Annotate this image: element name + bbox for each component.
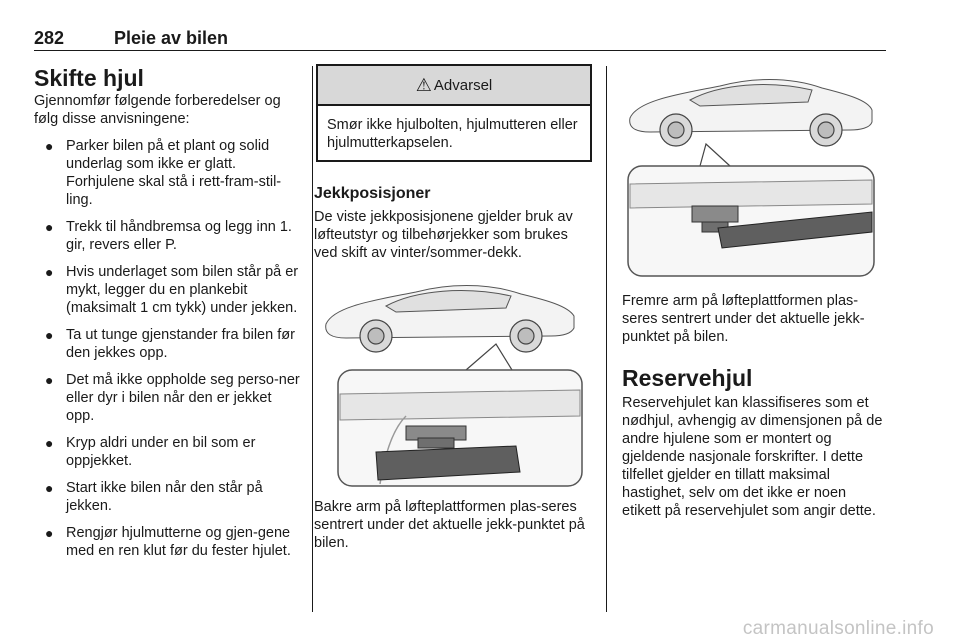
warning-header [318,66,590,106]
warning-title: Advarsel [433,76,493,94]
spare-wheel-text: Reservehjulet kan klassifiseres som et nødhjul, avhengig av dimensjonen på de andre hjulene som er montert og gjeldende nasjonale forskrifter. I dette tilfellet gjelder en tillatt maksimal hastighet, selv om det ikke er noen etikett på reservehjulet som angir dette. [622,395,883,519]
list-item: ● Hvis underlaget som bilen står på er mykt, legger du en plankebit (maksimalt 1 cm tykk) under jekken. [45,264,299,316]
bullet-icon: ● [45,435,54,451]
list-item: ● Trekk til håndbremsa og legg inn 1. gir, revers eller P. [45,219,292,253]
bullet-icon: ● [45,480,54,496]
jack-positions-text: De viste jekkposisjonene gjelder bruk av løfteutstyr og tilbehørjekker som brukes ved skift av vinter/sommer-dekk. [314,209,573,261]
heading-jack-positions: Jekkposisjoner [314,185,431,202]
warning-box [316,64,592,162]
column-divider-2 [606,66,607,612]
bullet-icon: ● [45,372,54,388]
heading-spare-wheel: Reservehjul [622,365,753,391]
instruction-list [34,137,302,560]
list-item: ● Ta ut tunge gjenstander fra bilen før den jekkes opp. [45,327,295,361]
list-item: ● Rengjør hjulmutterne og gjen-gene med en ren klut før du fester hjulet. [45,525,291,559]
rear-arm-caption: Bakre arm på løfteplattformen plas-seres sentrert under det aktuelle jekk-punktet på bilen. [314,499,585,551]
page-header [34,28,886,52]
watermark: carmanualsonline.info [742,618,934,639]
list-item: ● Start ikke bilen når den står på jekken. [45,480,263,514]
column-left [34,64,302,560]
list-item: ● Kryp aldri under en bil som er oppjekket. [45,435,256,469]
list-item: ● Parker bilen på et plant og solid underlag som ikke er glatt. Forhjulene skal stå i rett-fram-stil-ling. [45,138,282,208]
rear-arm-illustration [316,276,584,488]
warning-triangle-icon: ⚠ [415,74,432,95]
front-arm-illustration [622,72,890,278]
page-number: 282 [34,28,65,48]
warning-text: Smør ikke hjulbolten, hjulmutteren eller hjulmutterkapselen. [327,117,578,151]
header-rule [34,50,886,51]
callout-line [700,144,730,166]
column-right [622,64,888,520]
column-divider-1 [312,66,313,612]
bullet-icon: ● [45,219,54,235]
intro-text: Gjennomfør følgende forberedelser og følg disse anvisningene: [34,93,281,127]
heading-change-wheel: Skifte hjul [34,65,144,91]
callout-line [466,344,512,370]
bullet-icon: ● [45,327,54,343]
bullet-icon: ● [45,138,54,154]
bullet-icon: ● [45,525,54,541]
section-title: Pleie av bilen [114,28,229,48]
list-item: ● Det må ikke oppholde seg perso-ner eller dyr i bilen når den er jekket opp. [45,372,300,424]
bullet-icon: ● [45,264,54,280]
column-middle [314,64,594,552]
front-arm-caption: Fremre arm på løfteplattformen plas-seres sentrert under det aktuelle jekk-punktet på bilen. [622,293,865,345]
